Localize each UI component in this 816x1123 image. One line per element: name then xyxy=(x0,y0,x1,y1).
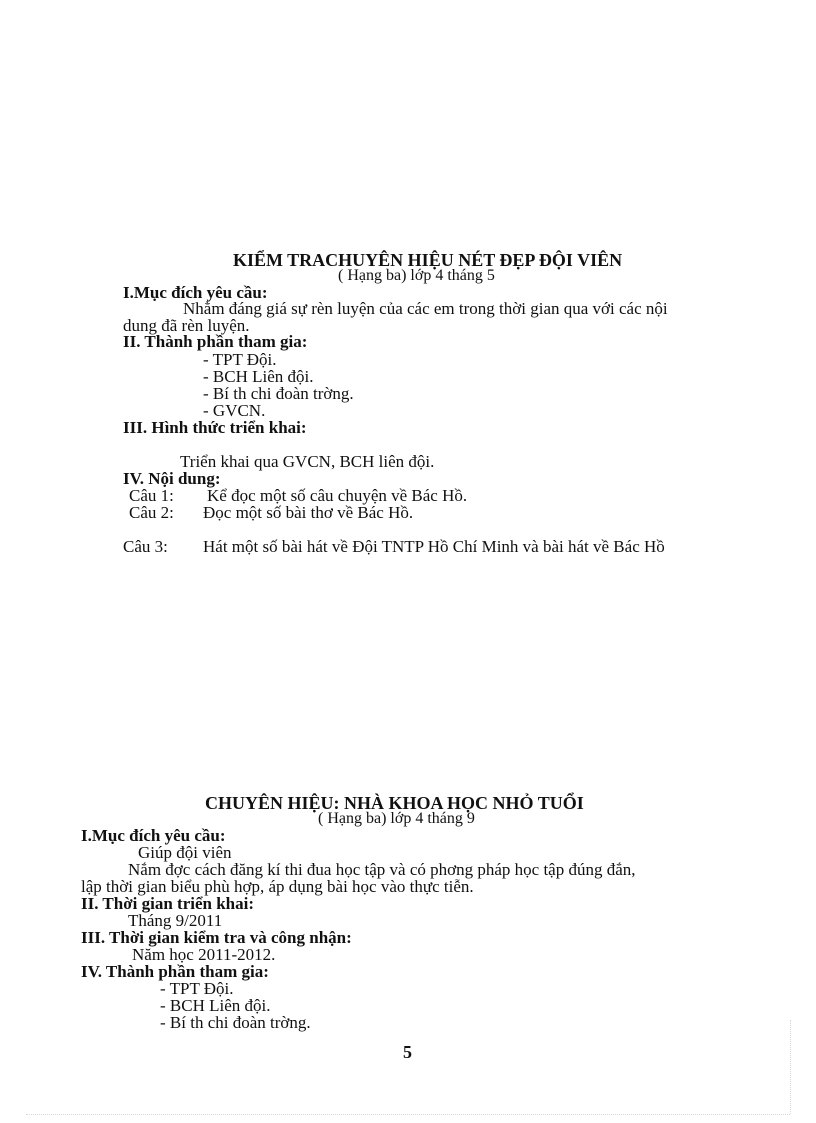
section1-form-text: Triển khai qua GVCN, BCH liên đội. xyxy=(180,452,435,471)
section2-purpose-line3: lập thời gian biểu phù hợp, áp dụng bài học vào thực tiễn. xyxy=(81,877,474,896)
section2-purpose-line1: Giúp đội viên xyxy=(138,843,232,862)
section1-content-heading: IV. Nội dung: xyxy=(123,469,221,488)
section1-form-heading: III. Hình thức triển khai: xyxy=(123,418,307,437)
question-label: Câu 2: xyxy=(129,503,174,522)
section1-subtitle: ( Hạng ba) lớp 4 tháng 5 xyxy=(338,267,495,284)
section2-subtitle: ( Hạng ba) lớp 4 tháng 9 xyxy=(318,810,475,827)
section1-purpose-heading: I.Mục đích yêu cầu: xyxy=(123,283,268,302)
section2-check-heading: III. Thời gian kiểm tra và công nhận: xyxy=(81,928,352,947)
question-text: Hát một số bài hát về Đội TNTP Hồ Chí Minh và bài hát về Bác Hồ xyxy=(203,537,665,556)
page-number: 5 xyxy=(403,1042,412,1062)
section1-member-item: - Bí th chi đoàn trờng. xyxy=(203,384,354,403)
question-text: Kể đọc một số câu chuyện về Bác Hồ. xyxy=(207,486,468,505)
section2-member-item: - BCH Liên đội. xyxy=(160,996,271,1015)
section1-member-item: - TPT Đội. xyxy=(203,350,277,369)
section2-purpose-heading: I.Mục đích yêu cầu: xyxy=(81,826,226,845)
section2-member-item: - TPT Đội. xyxy=(160,979,234,998)
section1-member-item: - GVCN. xyxy=(203,401,266,420)
section1-purpose-line2: dung đã rèn luyện. xyxy=(123,316,250,335)
section2-check-text: Năm học 2011-2012. xyxy=(132,945,276,964)
section2-member-item: - Bí th chi đoàn trờng. xyxy=(160,1013,311,1032)
section2-members-heading: IV. Thành phần tham gia: xyxy=(81,962,269,981)
section2-purpose-line2: Nắm đợc cách đăng kí thi đua học tập và có phơng pháp học tập đúng đắn, xyxy=(128,860,636,879)
section2-title: CHUYÊN HIỆU: NHÀ KHOA HỌC NHỎ TUỔI xyxy=(205,793,584,813)
section2-time-text: Tháng 9/2011 xyxy=(128,911,223,930)
page-border-dotted xyxy=(26,1114,790,1115)
section1-purpose-line1: Nhằm đáng giá sự rèn luyện của các em trong thời gian qua với các nội xyxy=(183,299,668,318)
question-label: Câu 1: xyxy=(129,486,174,505)
section1-member-item: - BCH Liên đội. xyxy=(203,367,314,386)
section2-time-heading: II. Thời gian triển khai: xyxy=(81,894,255,913)
question-text: Đọc một số bài thơ về Bác Hồ. xyxy=(203,503,414,522)
section1-title: KIỂM TRACHUYÊN HIỆU NÉT ĐẸP ĐỘI VIÊN xyxy=(233,250,623,270)
question-label: Câu 3: xyxy=(123,537,168,556)
section1-members-heading: II. Thành phần tham gia: xyxy=(123,332,308,351)
page-border-dotted-vertical xyxy=(790,1020,791,1114)
